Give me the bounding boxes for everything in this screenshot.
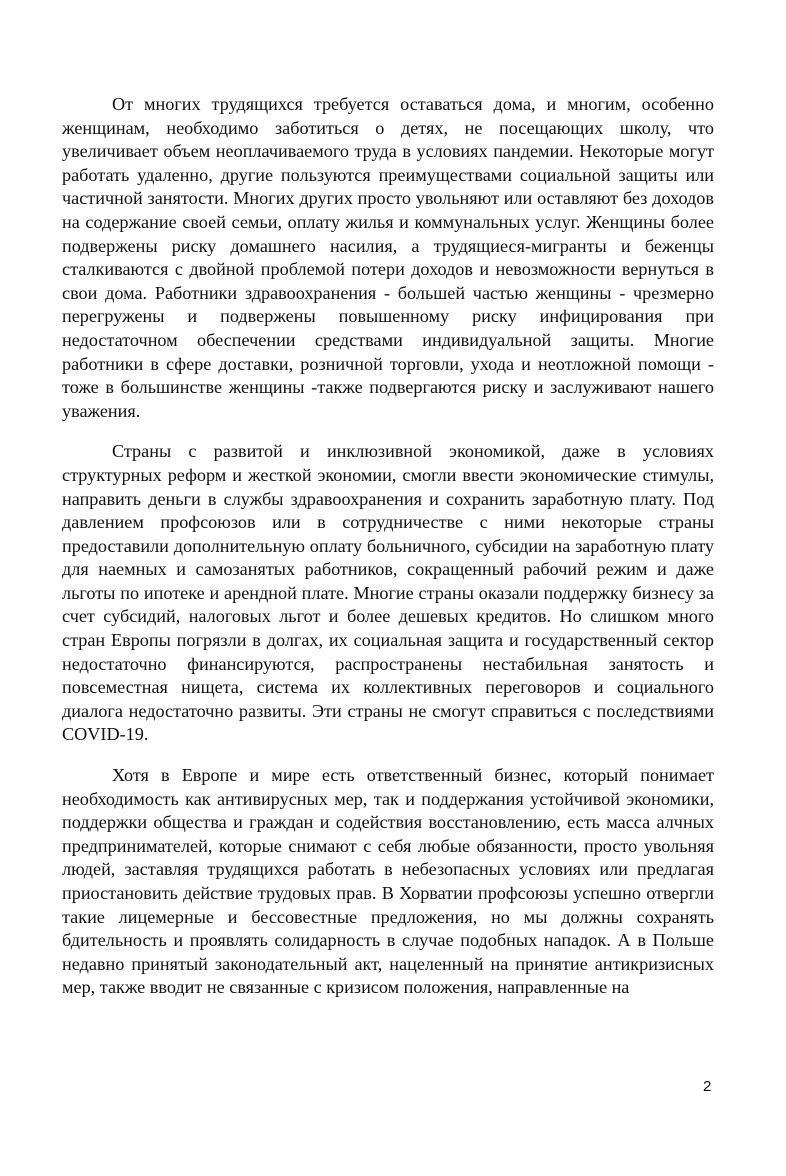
paragraph-2: Страны с развитой и инклюзивной экономикой, даже в условиях структурных реформ и жесткой экономии, смогли ввести экономические стимулы, направить деньги в службы здравоохранения и сохранить заработную плату. Под давлением профсоюзов или в сотрудничестве с ними некоторые страны предоставили дополнительную оплату больничного, субсидии на заработную плату для наемных и самозанятых работников, сокращенный рабочий режим и даже льготы по ипотеке и арендной плате. Многие страны оказали поддержку бизнесу за счет субсидий, налоговых льгот и более дешевых кредитов. Но слишком много стран Европы погрязли в долгах, их социальная защита и государственный сектор недостаточно финансируются, распространены нестабильная занятость и повсеместная нищета, система их коллективных переговоров и социального диалога недостаточно развиты. Эти страны не смогут справиться с последствиями COVID-19.: [62, 441, 714, 745]
body-text: [62, 93, 714, 1000]
paragraph-1: От многих трудящихся требуется оставаться дома, и многим, особенно женщинам, необходимо заботиться о детях, не посещающих школу, что увеличивает объем неоплачиваемого труда в условиях пандемии. Некоторые могут работать удаленно, другие пользуются преимуществами социальной защиты или частичной занятости. Многих других просто увольняют или оставляют без доходов на содержание своей семьи, оплату жилья и коммунальных услуг. Женщины более подвержены риску домашнего насилия, а трудящиеся-мигранты и беженцы сталкиваются с двойной проблемой потери доходов и невозможности вернуться в свои дома. Работники здравоохранения - большей частью женщины - чрезмерно перегружены и подвержены повышенному риску инфицирования при недостаточном обеспечении средствами индивидуальной защиты. Многие работники в сфере доставки, розничной торговли, ухода и неотложной помощи - тоже в большинстве женщины -также подвергаются риску и заслуживают нашего уважения.: [62, 94, 714, 421]
page-number: 2: [703, 1078, 712, 1095]
paragraph-3: Хотя в Европе и мире есть ответственный бизнес, который понимает необходимость как антивирусных мер, так и поддержания устойчивой экономики, поддержки общества и граждан и содействия восстановлению, есть масса алчных предпринимателей, которые снимают с себя любые обязанности, просто увольняя людей, заставляя трудящихся работать в небезопасных условиях или предлагая приостановить действие трудовых прав. В Хорватии профсоюзы успешно отвергли такие лицемерные и бессовестные предложения, но мы должны сохранять бдительность и проявлять солидарность в случае подобных нападок. А в Польше недавно принятый законодательный акт, нацеленный на принятие антикризисных мер, также вводит не связанные с кризисом положения, направленные на: [62, 765, 714, 998]
